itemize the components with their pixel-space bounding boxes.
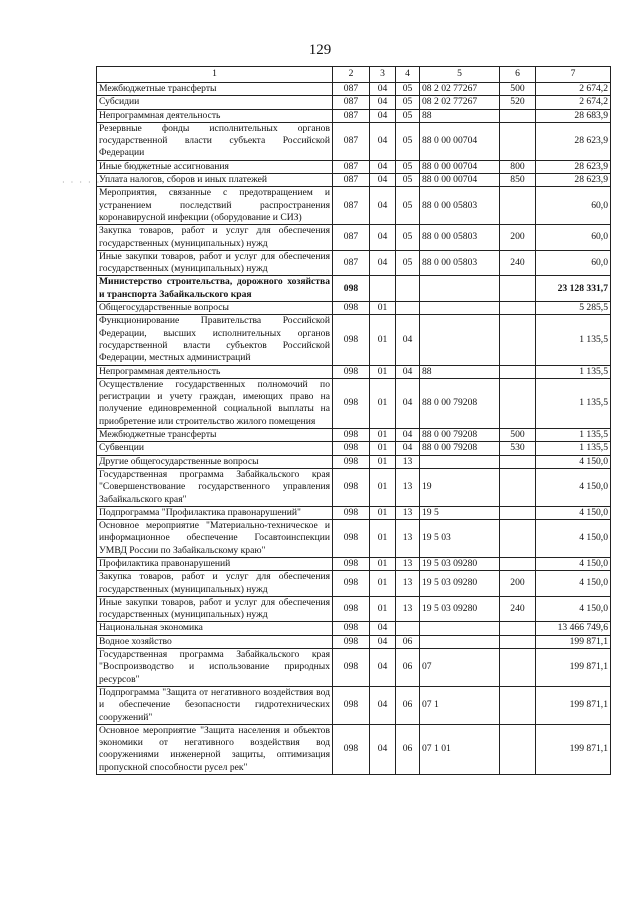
row-name-cell: Государственная программа Забайкальского края "Воспроизводство и использование природных ресурсов" xyxy=(97,649,333,687)
row-value-cell: 19 5 xyxy=(420,506,500,519)
row-value-cell: 4 150,0 xyxy=(536,506,611,519)
row-value-cell: 04 xyxy=(370,109,396,122)
row-value-cell xyxy=(500,276,536,302)
row-name-cell: Иные закупки товаров, работ и услуг для обеспечения государственных (муниципальных) нужд xyxy=(97,250,333,276)
row-name-cell: Министерство строительства, дорожного хозяйства и транспорта Забайкальского края xyxy=(97,276,333,302)
row-value-cell: 04 xyxy=(396,365,420,378)
row-name-cell: Национальная экономика xyxy=(97,622,333,635)
row-name-cell: Межбюджетные трансферты xyxy=(97,83,333,96)
row-value-cell: 800 xyxy=(500,160,536,173)
table-row xyxy=(97,686,611,724)
row-value-cell: 05 xyxy=(396,225,420,251)
row-value-cell: 13 466 749,6 xyxy=(536,622,611,635)
margin-dots: · · · · · xyxy=(62,178,102,187)
row-value-cell: 05 xyxy=(396,96,420,109)
row-value-cell: 087 xyxy=(333,83,370,96)
row-value-cell xyxy=(500,686,536,724)
row-value-cell: 19 5 03 09280 xyxy=(420,557,500,570)
row-value-cell: 13 xyxy=(396,506,420,519)
row-value-cell: 07 1 xyxy=(420,686,500,724)
row-value-cell: 098 xyxy=(333,429,370,442)
row-value-cell: 04 xyxy=(370,174,396,187)
column-header: 2 xyxy=(333,67,370,83)
row-value-cell: 01 xyxy=(370,429,396,442)
row-value-cell: 2 674,2 xyxy=(536,83,611,96)
row-value-cell: 04 xyxy=(396,442,420,455)
row-name-cell: Профилактика правонарушений xyxy=(97,557,333,570)
row-value-cell: 098 xyxy=(333,276,370,302)
row-value-cell xyxy=(500,455,536,468)
row-value-cell: 4 150,0 xyxy=(536,468,611,506)
table-row xyxy=(97,250,611,276)
row-value-cell: 04 xyxy=(370,160,396,173)
table-header-row xyxy=(97,67,611,83)
row-value-cell: 13 xyxy=(396,557,420,570)
row-name-cell: Непрограммная деятельность xyxy=(97,365,333,378)
row-value-cell: 04 xyxy=(396,429,420,442)
row-value-cell: 13 xyxy=(396,455,420,468)
table-row xyxy=(97,378,611,428)
table-row xyxy=(97,160,611,173)
row-value-cell xyxy=(500,520,536,558)
row-value-cell: 098 xyxy=(333,506,370,519)
table-row xyxy=(97,649,611,687)
row-value-cell: 4 150,0 xyxy=(536,596,611,622)
row-name-cell: Государственная программа Забайкальского края "Совершенствование государственного управления Забайкальского края" xyxy=(97,468,333,506)
row-value-cell: 04 xyxy=(370,649,396,687)
row-value-cell: 4 150,0 xyxy=(536,520,611,558)
row-value-cell: 06 xyxy=(396,649,420,687)
row-value-cell: 087 xyxy=(333,109,370,122)
row-value-cell: 88 0 00 79208 xyxy=(420,378,500,428)
budget-table xyxy=(96,66,611,775)
row-value-cell xyxy=(500,724,536,774)
row-value-cell xyxy=(420,276,500,302)
row-value-cell: 05 xyxy=(396,250,420,276)
row-value-cell xyxy=(500,315,536,365)
row-value-cell: 05 xyxy=(396,83,420,96)
row-value-cell: 04 xyxy=(370,635,396,648)
row-value-cell: 01 xyxy=(370,520,396,558)
row-value-cell: 88 0 00 00704 xyxy=(420,160,500,173)
row-value-cell xyxy=(420,635,500,648)
row-value-cell: 01 xyxy=(370,455,396,468)
row-value-cell: 60,0 xyxy=(536,187,611,225)
row-value-cell: 4 150,0 xyxy=(536,571,611,597)
table-row xyxy=(97,276,611,302)
row-value-cell xyxy=(500,649,536,687)
row-value-cell: 199 871,1 xyxy=(536,686,611,724)
row-value-cell xyxy=(420,315,500,365)
row-value-cell: 087 xyxy=(333,160,370,173)
row-value-cell xyxy=(420,622,500,635)
row-value-cell: 5 285,5 xyxy=(536,302,611,315)
row-value-cell: 13 xyxy=(396,571,420,597)
row-value-cell: 88 0 00 00704 xyxy=(420,174,500,187)
table-row xyxy=(97,635,611,648)
row-value-cell: 087 xyxy=(333,225,370,251)
row-value-cell: 01 xyxy=(370,365,396,378)
row-value-cell: 60,0 xyxy=(536,225,611,251)
row-value-cell xyxy=(396,302,420,315)
row-value-cell: 04 xyxy=(370,83,396,96)
row-value-cell: 04 xyxy=(370,225,396,251)
row-value-cell: 88 0 00 05803 xyxy=(420,187,500,225)
row-value-cell: 087 xyxy=(333,96,370,109)
row-value-cell: 087 xyxy=(333,187,370,225)
row-value-cell: 60,0 xyxy=(536,250,611,276)
row-name-cell: Иные закупки товаров, работ и услуг для обеспечения государственных (муниципальных) нужд xyxy=(97,596,333,622)
row-value-cell: 1 135,5 xyxy=(536,429,611,442)
column-header: 3 xyxy=(370,67,396,83)
row-value-cell: 01 xyxy=(370,468,396,506)
row-value-cell: 199 871,1 xyxy=(536,724,611,774)
row-value-cell: 08 2 02 77267 xyxy=(420,83,500,96)
row-value-cell: 04 xyxy=(370,96,396,109)
row-value-cell: 04 xyxy=(370,724,396,774)
table-row xyxy=(97,520,611,558)
row-value-cell: 098 xyxy=(333,520,370,558)
row-value-cell: 2 674,2 xyxy=(536,96,611,109)
table-row xyxy=(97,109,611,122)
row-value-cell: 04 xyxy=(370,187,396,225)
row-value-cell: 28 623,9 xyxy=(536,122,611,160)
row-value-cell: 13 xyxy=(396,468,420,506)
row-name-cell: Подпрограмма "Защита от негативного воздействия вод и обеспечение безопасности гидротехнических сооружений" xyxy=(97,686,333,724)
table-row xyxy=(97,455,611,468)
row-value-cell: 199 871,1 xyxy=(536,635,611,648)
table-row xyxy=(97,557,611,570)
page-number: 129 xyxy=(308,42,332,58)
row-value-cell: 1 135,5 xyxy=(536,442,611,455)
row-value-cell xyxy=(370,276,396,302)
row-value-cell: 88 0 00 79208 xyxy=(420,442,500,455)
row-name-cell: Закупка товаров, работ и услуг для обеспечения государственных (муниципальных) нужд xyxy=(97,571,333,597)
row-name-cell: Субвенции xyxy=(97,442,333,455)
row-value-cell: 1 135,5 xyxy=(536,365,611,378)
row-name-cell: Основное мероприятие "Материально-техническое и информационное обеспечение Госавтоинспекции УМВД России по Забайкальскому краю" xyxy=(97,520,333,558)
row-value-cell: 04 xyxy=(370,122,396,160)
row-value-cell: 098 xyxy=(333,365,370,378)
row-value-cell: 88 0 00 00704 xyxy=(420,122,500,160)
row-value-cell: 05 xyxy=(396,174,420,187)
row-name-cell: Общегосударственные вопросы xyxy=(97,302,333,315)
row-value-cell: 01 xyxy=(370,596,396,622)
row-value-cell: 13 xyxy=(396,596,420,622)
row-value-cell: 520 xyxy=(500,96,536,109)
row-value-cell: 4 150,0 xyxy=(536,455,611,468)
row-value-cell: 04 xyxy=(370,622,396,635)
row-value-cell: 06 xyxy=(396,724,420,774)
row-value-cell: 07 xyxy=(420,649,500,687)
table-row xyxy=(97,622,611,635)
row-name-cell: Закупка товаров, работ и услуг для обеспечения государственных (муниципальных) нужд xyxy=(97,225,333,251)
row-value-cell: 05 xyxy=(396,160,420,173)
row-value-cell: 01 xyxy=(370,315,396,365)
row-value-cell: 01 xyxy=(370,506,396,519)
row-name-cell: Осуществление государственных полномочий по регистрации и учету граждан, имеющих право на получение единовременной социальной выплаты на приобретение или строительство жилого помещения xyxy=(97,378,333,428)
table-row xyxy=(97,365,611,378)
row-value-cell: 04 xyxy=(370,250,396,276)
row-value-cell: 500 xyxy=(500,429,536,442)
row-name-cell: Субсидии xyxy=(97,96,333,109)
column-header: 4 xyxy=(396,67,420,83)
table-row xyxy=(97,174,611,187)
row-value-cell: 01 xyxy=(370,302,396,315)
row-value-cell xyxy=(500,378,536,428)
row-value-cell: 098 xyxy=(333,686,370,724)
column-header: 1 xyxy=(97,67,333,83)
row-value-cell: 098 xyxy=(333,557,370,570)
table-row xyxy=(97,596,611,622)
row-value-cell: 04 xyxy=(396,315,420,365)
column-header: 6 xyxy=(500,67,536,83)
row-value-cell xyxy=(500,506,536,519)
table-body xyxy=(97,83,611,775)
row-value-cell: 08 2 02 77267 xyxy=(420,96,500,109)
table-row xyxy=(97,724,611,774)
row-value-cell: 087 xyxy=(333,122,370,160)
row-name-cell: Водное хозяйство xyxy=(97,635,333,648)
row-value-cell: 850 xyxy=(500,174,536,187)
row-value-cell: 240 xyxy=(500,596,536,622)
row-value-cell: 19 xyxy=(420,468,500,506)
row-value-cell xyxy=(420,302,500,315)
row-value-cell: 199 871,1 xyxy=(536,649,611,687)
row-value-cell xyxy=(500,187,536,225)
row-value-cell: 88 xyxy=(420,365,500,378)
column-header: 7 xyxy=(536,67,611,83)
row-value-cell: 4 150,0 xyxy=(536,557,611,570)
row-name-cell: Подпрограмма "Профилактика правонарушений" xyxy=(97,506,333,519)
row-value-cell: 06 xyxy=(396,686,420,724)
row-value-cell: 098 xyxy=(333,468,370,506)
row-value-cell: 087 xyxy=(333,250,370,276)
table-row xyxy=(97,122,611,160)
row-value-cell: 098 xyxy=(333,649,370,687)
row-value-cell: 19 5 03 09280 xyxy=(420,596,500,622)
row-value-cell: 28 623,9 xyxy=(536,174,611,187)
row-value-cell: 098 xyxy=(333,724,370,774)
row-value-cell: 88 xyxy=(420,109,500,122)
row-value-cell: 28 683,9 xyxy=(536,109,611,122)
row-name-cell: Резервные фонды исполнительных органов государственной власти субъекта Российской Федерации xyxy=(97,122,333,160)
row-value-cell xyxy=(500,122,536,160)
row-name-cell: Функционирование Правительства Российской Федерации, высших исполнительных органов государственной власти субъектов Российской Федерации, местных администраций xyxy=(97,315,333,365)
row-value-cell: 1 135,5 xyxy=(536,315,611,365)
row-value-cell xyxy=(500,557,536,570)
row-value-cell: 098 xyxy=(333,315,370,365)
row-value-cell: 05 xyxy=(396,122,420,160)
row-value-cell xyxy=(500,109,536,122)
row-value-cell xyxy=(500,365,536,378)
table-row xyxy=(97,571,611,597)
row-value-cell: 01 xyxy=(370,378,396,428)
row-value-cell: 098 xyxy=(333,571,370,597)
row-value-cell: 01 xyxy=(370,557,396,570)
row-value-cell: 098 xyxy=(333,622,370,635)
table-row xyxy=(97,468,611,506)
table-row xyxy=(97,302,611,315)
row-value-cell: 04 xyxy=(370,686,396,724)
row-value-cell xyxy=(500,622,536,635)
row-name-cell: Уплата налогов, сборов и иных платежей xyxy=(97,174,333,187)
row-value-cell: 13 xyxy=(396,520,420,558)
row-value-cell: 087 xyxy=(333,174,370,187)
table-row xyxy=(97,96,611,109)
row-name-cell: Основное мероприятие "Защита населения и объектов экономики от негативного воздействия вод сооружениями инженерной защиты, оптимизация пропускной способности русел рек" xyxy=(97,724,333,774)
table-row xyxy=(97,315,611,365)
row-value-cell: 098 xyxy=(333,455,370,468)
row-value-cell xyxy=(500,468,536,506)
row-value-cell: 19 5 03 xyxy=(420,520,500,558)
row-value-cell xyxy=(396,276,420,302)
table-row xyxy=(97,225,611,251)
row-value-cell: 098 xyxy=(333,302,370,315)
table-row xyxy=(97,83,611,96)
row-value-cell: 200 xyxy=(500,225,536,251)
table-row xyxy=(97,506,611,519)
row-value-cell: 23 128 331,7 xyxy=(536,276,611,302)
row-value-cell: 500 xyxy=(500,83,536,96)
row-value-cell: 01 xyxy=(370,571,396,597)
row-value-cell: 05 xyxy=(396,109,420,122)
row-name-cell: Непрограммная деятельность xyxy=(97,109,333,122)
row-value-cell: 098 xyxy=(333,442,370,455)
row-value-cell xyxy=(420,455,500,468)
row-value-cell: 06 xyxy=(396,635,420,648)
row-value-cell: 098 xyxy=(333,635,370,648)
row-value-cell: 05 xyxy=(396,187,420,225)
table-row xyxy=(97,442,611,455)
row-value-cell: 098 xyxy=(333,596,370,622)
row-name-cell: Мероприятия, связанные с предотвращением и устранением последствий распространения коронавирусной инфекции (оборудование и СИЗ) xyxy=(97,187,333,225)
column-header: 5 xyxy=(420,67,500,83)
row-value-cell: 88 0 00 05803 xyxy=(420,250,500,276)
row-value-cell: 240 xyxy=(500,250,536,276)
row-value-cell: 19 5 03 09280 xyxy=(420,571,500,597)
row-value-cell: 28 623,9 xyxy=(536,160,611,173)
row-value-cell: 07 1 01 xyxy=(420,724,500,774)
row-value-cell: 530 xyxy=(500,442,536,455)
row-name-cell: Межбюджетные трансферты xyxy=(97,429,333,442)
row-name-cell: Другие общегосударственные вопросы xyxy=(97,455,333,468)
row-value-cell xyxy=(500,302,536,315)
table-row xyxy=(97,187,611,225)
row-value-cell: 04 xyxy=(396,378,420,428)
row-value-cell: 88 0 00 79208 xyxy=(420,429,500,442)
row-value-cell: 200 xyxy=(500,571,536,597)
row-value-cell: 01 xyxy=(370,442,396,455)
row-value-cell xyxy=(500,635,536,648)
table-row xyxy=(97,429,611,442)
row-value-cell: 1 135,5 xyxy=(536,378,611,428)
row-name-cell: Иные бюджетные ассигнования xyxy=(97,160,333,173)
row-value-cell: 88 0 00 05803 xyxy=(420,225,500,251)
row-value-cell xyxy=(396,622,420,635)
row-value-cell: 098 xyxy=(333,378,370,428)
